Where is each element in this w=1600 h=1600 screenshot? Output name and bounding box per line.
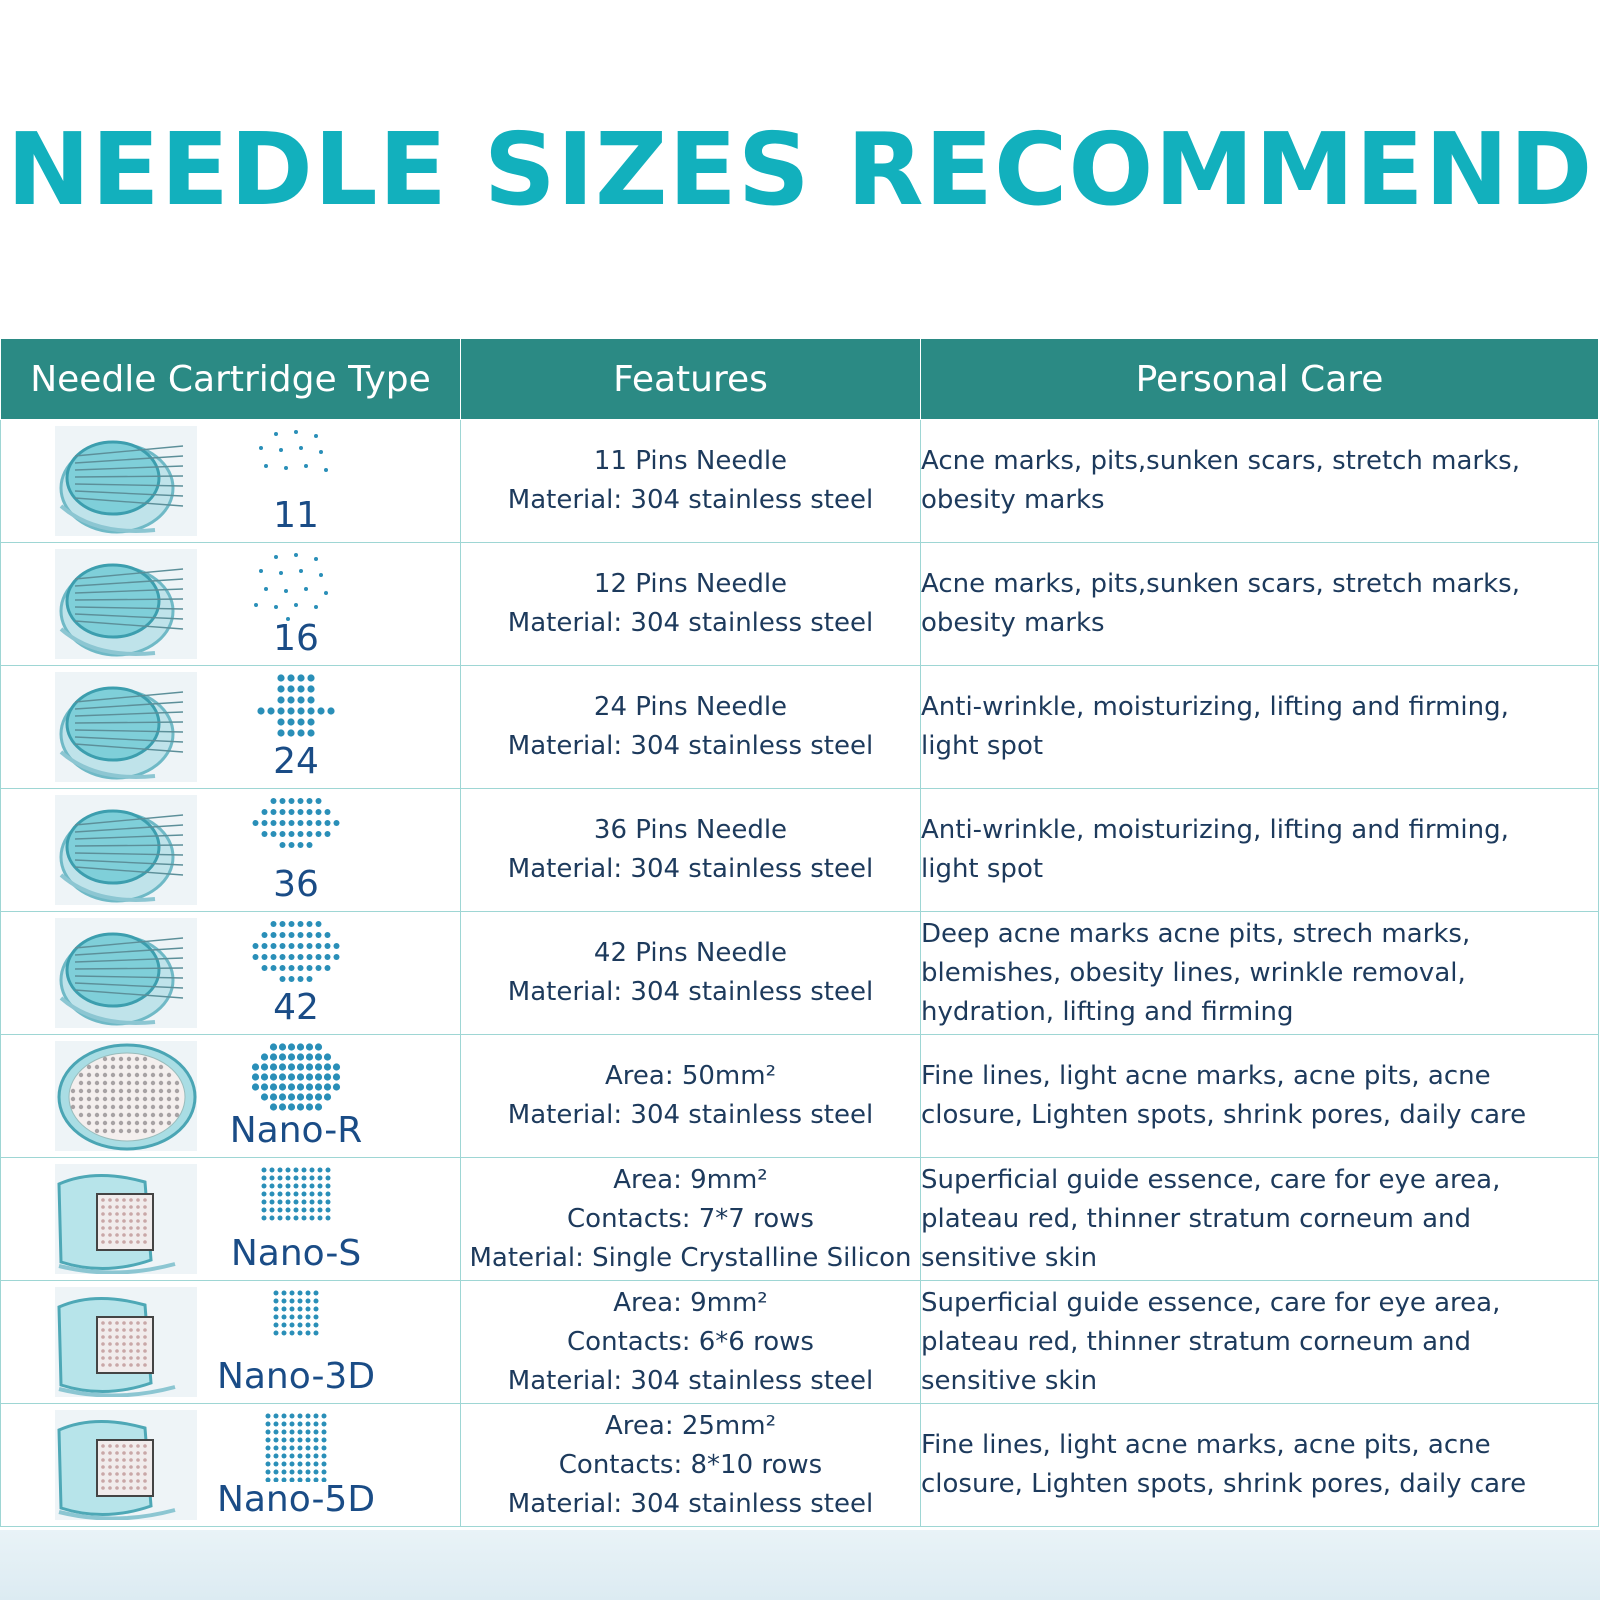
personal-care-cell — [921, 912, 1599, 1035]
care-line: Anti-wrinkle, moisturizing, lifting and firming, — [921, 815, 1509, 845]
needle-pattern-icon — [216, 549, 376, 621]
nano-square-chip-icon — [55, 1287, 197, 1397]
features-cell — [461, 1404, 921, 1527]
feature-line: Material: 304 stainless steel — [507, 1100, 874, 1130]
needle-pattern-icon — [216, 1287, 376, 1359]
care-line: obesity marks — [921, 485, 1105, 515]
needle-pattern-icon — [216, 1164, 376, 1236]
table-row — [1, 1404, 1599, 1527]
features-cell — [461, 420, 921, 543]
round-cartridge-icon — [55, 426, 197, 536]
care-line: Superficial guide essence, care for eye area, — [921, 1287, 1501, 1318]
features-cell — [461, 543, 921, 666]
feature-line: Material: 304 stainless steel — [507, 854, 874, 884]
feature-line: 12 Pins Needle — [593, 569, 788, 599]
feature-line: Area: 50mm² — [604, 1061, 777, 1091]
round-cartridge-icon — [55, 672, 197, 782]
feature-line: Contacts: 7*7 rows — [567, 1203, 814, 1234]
feature-line: Material: 304 stainless steel — [507, 1488, 874, 1519]
round-cartridge-icon — [55, 918, 197, 1028]
cartridge-type-cell — [1, 912, 461, 1035]
care-line: Fine lines, light acne marks, acne pits, acne — [921, 1430, 1491, 1460]
cartridge-code: Nano-5D — [216, 1479, 376, 1520]
cartridge-type-cell — [1, 420, 461, 543]
cartridge-code: 11 — [273, 495, 319, 536]
cartridge-code: 24 — [273, 741, 319, 782]
feature-line: 36 Pins Needle — [593, 815, 788, 845]
personal-care-cell — [921, 543, 1599, 666]
personal-care-cell — [921, 666, 1599, 789]
care-line: Anti-wrinkle, moisturizing, lifting and firming, — [921, 692, 1509, 722]
feature-line: Material: Single Crystalline Silicon — [469, 1242, 912, 1273]
cartridge-type-cell — [1, 1158, 461, 1281]
care-line: closure, Lighten spots, shrink pores, daily care — [921, 1469, 1527, 1499]
table-row — [1, 1281, 1599, 1404]
header-personal-care: Personal Care — [921, 339, 1599, 420]
personal-care-cell — [921, 1158, 1599, 1281]
header-cartridge-type: Needle Cartridge Type — [1, 339, 461, 420]
cartridge-code: 16 — [273, 618, 319, 659]
feature-line: Area: 25mm² — [604, 1410, 777, 1441]
round-cartridge-icon — [55, 549, 197, 659]
footer-band — [0, 1530, 1600, 1600]
cartridge-type-cell — [1, 666, 461, 789]
feature-line: Material: 304 stainless steel — [507, 731, 874, 761]
personal-care-cell — [921, 420, 1599, 543]
feature-line: 11 Pins Needle — [593, 446, 788, 476]
features-cell — [461, 666, 921, 789]
table-row — [1, 1158, 1599, 1281]
care-line: hydration, lifting and firming — [921, 996, 1294, 1027]
table-row — [1, 789, 1599, 912]
cartridge-code: Nano-R — [229, 1110, 363, 1151]
cartridge-code: Nano-3D — [216, 1356, 376, 1397]
care-line: closure, Lighten spots, shrink pores, daily care — [921, 1100, 1527, 1130]
table-row — [1, 420, 1599, 543]
care-line: sensitive skin — [921, 1365, 1098, 1396]
care-line: blemishes, obesity lines, wrinkle removal, — [921, 957, 1466, 988]
cartridge-code: Nano-S — [230, 1233, 362, 1274]
care-line: light spot — [921, 731, 1044, 761]
features-cell — [461, 1281, 921, 1404]
care-line: light spot — [921, 854, 1044, 884]
cartridge-code: 36 — [273, 864, 319, 905]
page-title: NEEDLE SIZES RECOMMEND — [6, 111, 1594, 228]
cartridge-type-cell — [1, 789, 461, 912]
feature-line: 24 Pins Needle — [593, 692, 788, 722]
care-line: obesity marks — [921, 608, 1105, 638]
care-line: sensitive skin — [921, 1242, 1098, 1273]
cartridge-type-cell — [1, 1404, 461, 1527]
round-cartridge-icon — [55, 795, 197, 905]
nano-square-chip-icon — [55, 1164, 197, 1274]
care-line: Deep acne marks acne pits, strech marks, — [921, 918, 1471, 949]
needle-pattern-icon — [216, 426, 376, 498]
features-cell — [461, 1158, 921, 1281]
care-line: Fine lines, light acne marks, acne pits, acne — [921, 1061, 1491, 1091]
header-features: Features — [461, 339, 921, 420]
nano-square-chip-icon — [55, 1410, 197, 1520]
feature-line: 42 Pins Needle — [593, 938, 788, 968]
feature-line: Area: 9mm² — [613, 1164, 768, 1195]
personal-care-cell — [921, 1404, 1599, 1527]
needle-pattern-icon — [216, 918, 376, 990]
feature-line: Area: 9mm² — [613, 1287, 768, 1318]
care-line: Acne marks, pits,sunken scars, stretch marks, — [921, 446, 1520, 476]
feature-line: Material: 304 stainless steel — [507, 608, 874, 638]
care-line: plateau red, thinner stratum corneum and — [921, 1326, 1471, 1357]
feature-line: Material: 304 stainless steel — [507, 1365, 874, 1396]
needle-pattern-icon — [216, 1041, 376, 1113]
personal-care-cell — [921, 1035, 1599, 1158]
cartridge-type-cell — [1, 1281, 461, 1404]
features-cell — [461, 789, 921, 912]
needle-pattern-icon — [216, 672, 376, 744]
personal-care-cell — [921, 1281, 1599, 1404]
nano-round-head-icon — [55, 1041, 197, 1151]
needle-size-table — [0, 338, 1599, 1527]
feature-line: Material: 304 stainless steel — [507, 485, 874, 515]
table-header-row — [1, 339, 1599, 420]
table-row — [1, 543, 1599, 666]
feature-line: Contacts: 8*10 rows — [558, 1449, 823, 1480]
care-line: Acne marks, pits,sunken scars, stretch marks, — [921, 569, 1520, 599]
care-line: plateau red, thinner stratum corneum and — [921, 1203, 1471, 1234]
feature-line: Contacts: 6*6 rows — [567, 1326, 814, 1357]
table-row — [1, 912, 1599, 1035]
table-row — [1, 1035, 1599, 1158]
needle-pattern-icon — [216, 1410, 376, 1482]
cartridge-type-cell — [1, 543, 461, 666]
care-line: Superficial guide essence, care for eye area, — [921, 1164, 1501, 1195]
cartridge-code: 42 — [273, 987, 319, 1028]
features-cell — [461, 1035, 921, 1158]
cartridge-type-cell — [1, 1035, 461, 1158]
table-row — [1, 666, 1599, 789]
feature-line: Material: 304 stainless steel — [507, 977, 874, 1007]
personal-care-cell — [921, 789, 1599, 912]
needle-pattern-icon — [216, 795, 376, 867]
features-cell — [461, 912, 921, 1035]
